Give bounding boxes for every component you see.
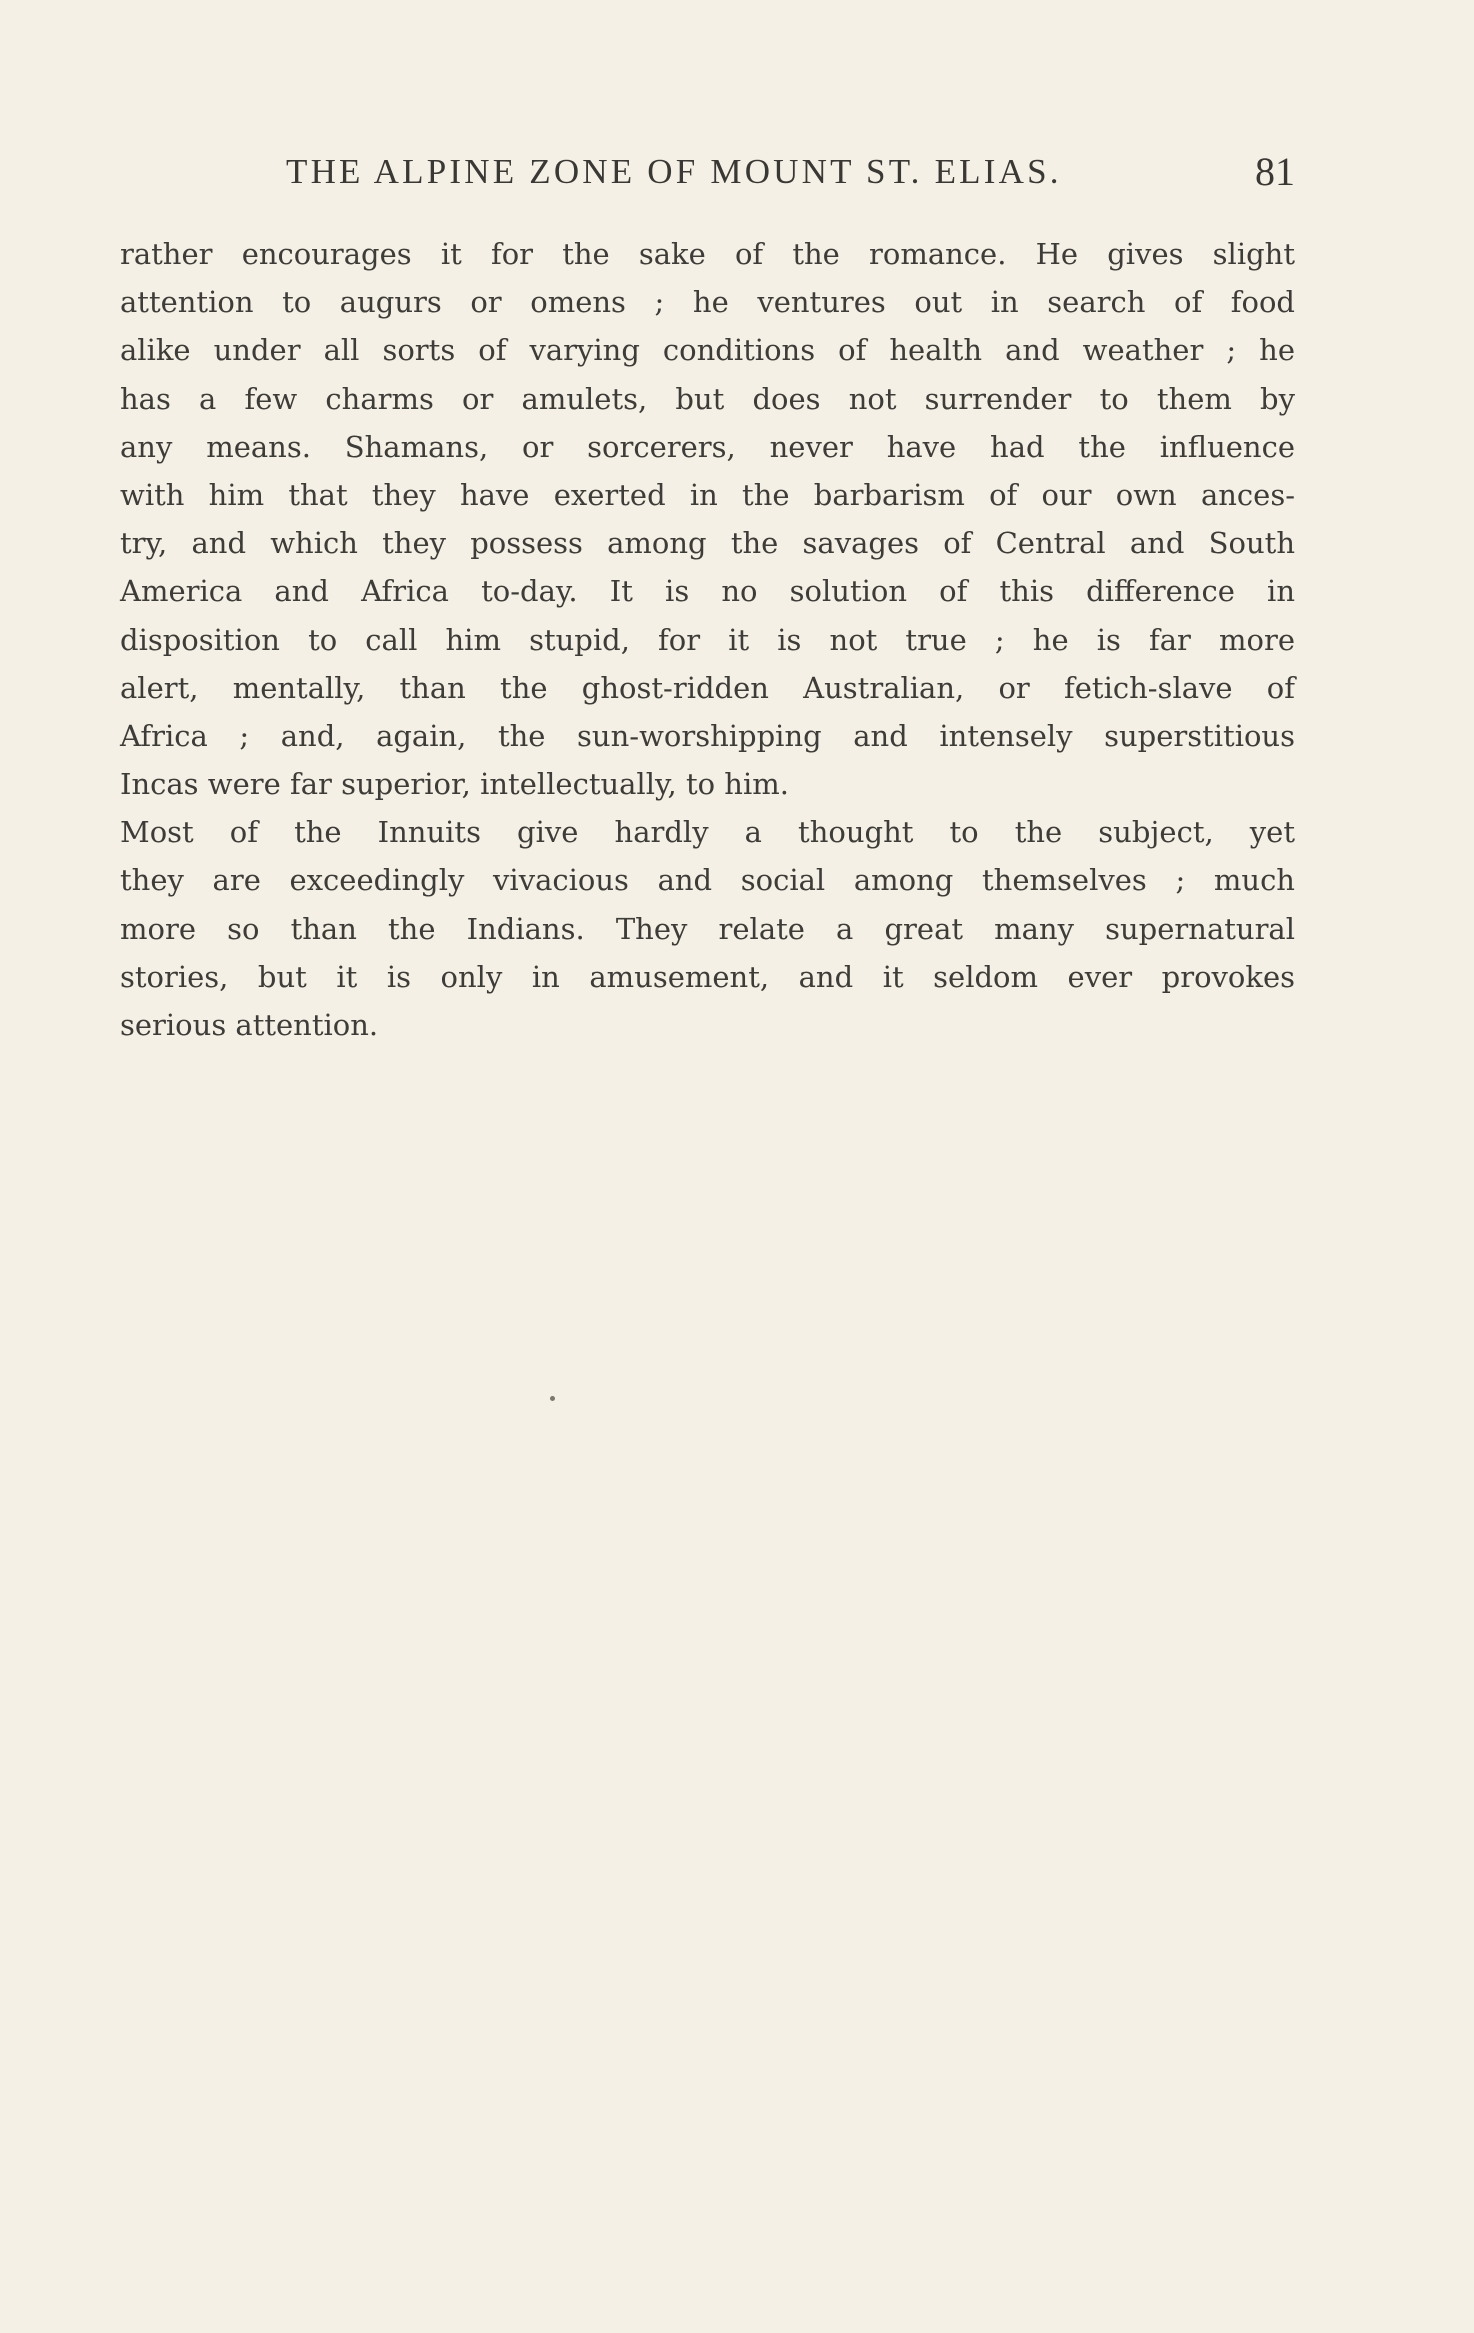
text-line: attention to augurs or omens ; he ventures out in search of food — [120, 285, 1295, 320]
text-line: Africa ; and, again, the sun-worshipping and intensely superstitious — [120, 718, 1295, 753]
text-line: they are exceedingly vivacious and social among themselves ; much — [120, 863, 1295, 898]
text-line: alert, mentally, than the ghost-ridden Australian, or fetich-slave of — [120, 670, 1295, 705]
paragraph-2 — [120, 808, 1295, 1049]
text-line: America and Africa to-day. It is no solution of this difference in — [120, 574, 1295, 609]
paragraph-1 — [120, 230, 1295, 808]
page-number: 81 — [1255, 149, 1295, 194]
text-line: more so than the Indians. They relate a great many supernatural — [120, 911, 1295, 946]
text-line: disposition to call him stupid, for it is not true ; he is far more — [120, 622, 1295, 657]
text-line: with him that they have exerted in the barbarism of our own ances- — [120, 477, 1295, 512]
body-text — [120, 230, 1295, 1049]
text-line: any means. Shamans, or sorcerers, never have had the influence — [120, 429, 1295, 464]
text-line: Incas were far superior, intellectually, to him. — [120, 767, 789, 802]
paper-speck — [550, 1396, 555, 1401]
text-line: try, and which they possess among the savages of Central and South — [120, 526, 1295, 561]
running-head — [120, 149, 1295, 202]
running-title: THE ALPINE ZONE OF MOUNT ST. ELIAS. — [286, 152, 1062, 191]
text-line: rather encourages it for the sake of the romance. He gives slight — [120, 237, 1295, 271]
text-line: Most of the Innuits give hardly a thought to the subject, yet — [120, 815, 1295, 850]
text-line: alike under all sorts of varying conditions of health and weather ; he — [120, 333, 1295, 368]
text-line: serious attention. — [120, 1008, 379, 1042]
text-line: stories, but it is only in amusement, and it seldom ever provokes — [120, 959, 1295, 994]
text-line: has a few charms or amulets, but does not surrender to them by — [120, 381, 1295, 416]
